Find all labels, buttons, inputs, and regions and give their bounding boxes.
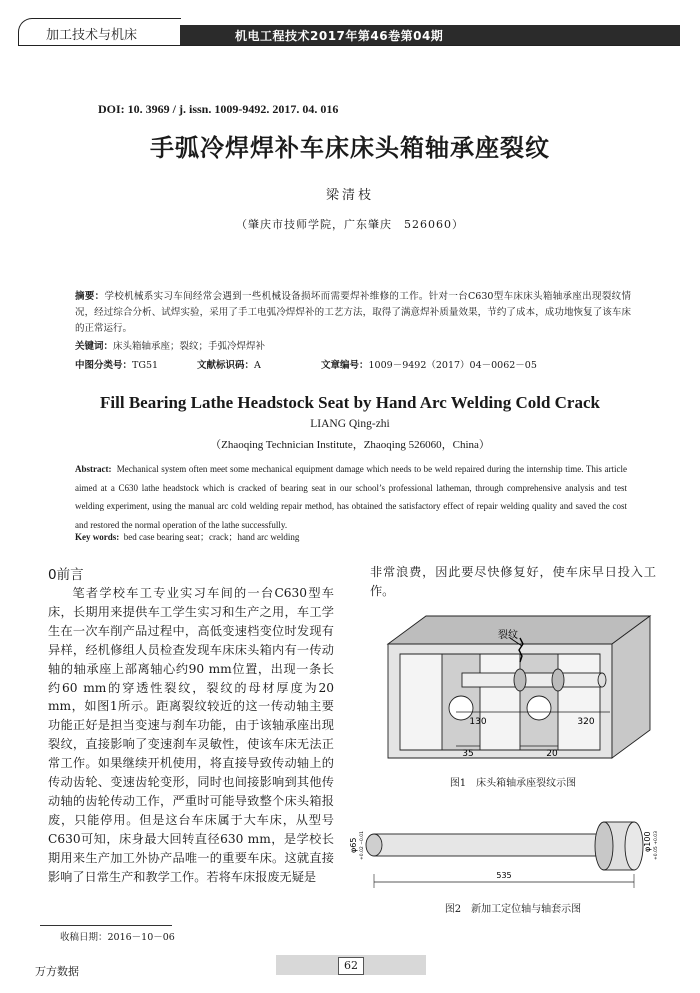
figure-2-diagram [346, 808, 668, 900]
doc-code-label: 文献标识码： [197, 360, 255, 371]
bore-right [527, 696, 551, 720]
body-column-left: 笔者学校车工专业实习车间的一台C630型车床，长期用来提供车工学生实习和生产之用，车工学生在一次车削产品过程中，高低变速档变位时发现有异样，经机修组人员检查发现车床床头箱内有一传动轴的轴承座上部离轴心约90 mm位置，出现一条长约60 mm的穿透性裂纹，裂纹的母材厚度为20 mm，如图1所示。距离裂纹较近的这一传动轴主要功能正好是担当变速与刹车功能，由于该轴承座出现裂纹，直接影响了变速刹车灵敏性，使该车床无法正常工作。如果继续开机使用，将直接导致传动轴上的传动齿轮、变速齿轮变形，同时也间接影响到其他传动轴的齿轮传动工作，严重时可能导致整个床头箱报废，只能停用。但是这台车床属于大车床，从型号C630可知，床身最大回转直径630 mm，是学校长期用来生产加工外协产品唯一的重要车床。这就直接影响了日常生产和教学工作。若将车床报废无疑是 [48, 586, 334, 884]
footer-brand: 万方数据 [35, 965, 79, 978]
header-rule [18, 45, 680, 46]
dim-320: 320 [577, 717, 595, 727]
abstract-cn-text: 学校机械系实习车间经常会遇到一些机械设备损坏而需要焊补维修的工作。针对一台C630型车床床头箱轴承座出现裂纹情况，经过综合分析、试焊实验，采用了手工电弧冷焊焊补的工艺方法，取得了满意焊补质量效果，节约了成本，成功地恢复了该车床的正常运行。 [75, 291, 631, 334]
body-column-right: 非常浪费，因此要尽快修复好，使车床早日投入工作。 [370, 565, 656, 598]
keywords-en-text: bed case bearing seat；crack；hand arc welding [123, 532, 300, 542]
abstract-en-label: Abstract: [75, 464, 112, 474]
dim-535: 535 [496, 871, 512, 880]
dim-130: 130 [469, 717, 487, 727]
keywords-en-label: Key words: [75, 532, 120, 542]
dim-35: 35 [462, 749, 474, 759]
shaft-end-left [366, 834, 382, 856]
dim-phi65-tol: +0.02 −0.01 [360, 830, 365, 860]
section-heading: 0前言 [48, 567, 84, 583]
title-en: Fill Bearing Lathe Headstock Seat by Hand Arc Welding Cold Crack [100, 393, 600, 412]
figure-1-caption: 图1 床头箱轴承座裂纹示图 [449, 778, 577, 789]
affiliation-cn: （肇庆市技师学院，广东肇庆 526060） [236, 218, 464, 231]
keywords-cn [75, 338, 265, 352]
shaft-body [374, 834, 614, 856]
shaft-collar [514, 669, 526, 691]
doi: DOI: 10. 3969 / j. issn. 1009-9492. 2017. 04. 016 [98, 102, 339, 116]
author-cn: 梁清枝 [325, 188, 374, 203]
dim-20: 20 [546, 749, 558, 759]
title-cn: 手弧冷焊焊补车床床头箱轴承座裂纹 [150, 133, 550, 162]
housing-top-face [388, 616, 650, 644]
classification-row [75, 357, 635, 371]
abstract-cn-label: 摘要： [75, 291, 105, 302]
clc-value: TG51 [132, 360, 159, 371]
dim-phi100: φ100 [643, 831, 652, 852]
abstract-en-text: Mechanical system often meet some mechanical equipment damage which needs to be weld repaired during the internship time. This article aimed at a C630 lathe headstock which is cracked of bearing seat in our school’s professional latheman, through comprehensive analysis and test welding experiment, using the manual arc cold welding repair method, has obtained the satisfactory effect of repair welding quality and saved the cost and restored the normal operation of the lathe successfully. [75, 464, 627, 530]
page-number: 62 [338, 957, 364, 975]
keywords-cn-text: 床头箱轴承座；裂纹；手弧冷焊焊补 [113, 341, 266, 352]
received-date: 收稿日期：2016－10－06 [60, 932, 175, 943]
abstract-cn [75, 289, 631, 337]
article-no-value: 1009－9492（2017）04－0062－05 [368, 360, 537, 371]
shaft [462, 673, 602, 687]
abstract-en [75, 460, 627, 534]
keywords-en [75, 530, 299, 543]
keywords-cn-label: 关键词： [75, 341, 114, 352]
doc-code-value: A [254, 360, 261, 371]
figure-1-diagram [370, 608, 656, 768]
affiliation-en: （Zhaoqing Technician Institute，Zhaoqing 526060，China） [210, 439, 490, 451]
dim-phi65: φ65 [349, 837, 358, 853]
sleeve-end [625, 822, 643, 870]
article-no-label: 文章编号： [321, 360, 369, 371]
author-en: LIANG Qing-zhi [310, 418, 390, 430]
footnote-rule [40, 925, 172, 926]
clc-label: 中图分类号： [75, 360, 133, 371]
figure-2-caption: 图2 新加工定位轴与轴套示图 [444, 904, 582, 915]
section-label: 加工技术与机床 [46, 28, 138, 43]
crack-label: 裂纹 [498, 630, 518, 641]
dim-phi100-tol: +0.05 +0.03 [654, 830, 659, 860]
journal-title: 机电工程技术2017年第46卷第04期 [235, 29, 444, 43]
